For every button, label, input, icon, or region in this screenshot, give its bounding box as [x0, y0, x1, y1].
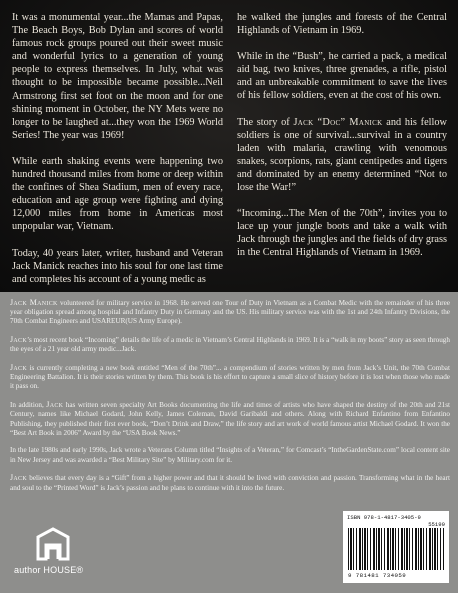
blurb-paragraph [237, 116, 447, 195]
bio-text: ’s most recent book “Incoming” details the life of a medic in Vietnam’s Central Highlands in 1969. It is a “walk in my boots” story as seen through the eyes of a 21 year old army medic...Jack. [10, 336, 450, 354]
blurb-paragraph: Today, 40 years later, writer, husband and Veteran Jack Manick reaches into his soul for one last time and completes his account of a young medic as [12, 247, 223, 285]
author-name: Jack [10, 363, 27, 373]
blurb-paragraph: It was a monumental year...the Mamas and Papas, The Beach Boys, Bob Dylan and scores of world famous rock groups poured out their sweet music and wonderful lyrics to a generation of young people to express themselves. In July, what was thought to be impossible became possible...Neil Armstrong first set foot on the moon and for one shining moment in October, the NY Mets were no longer to be laughed at...they won the 1969 World Series! The year was 1969! [12, 12, 223, 141]
price-code: 55199 [428, 521, 445, 528]
author-name: Jack [46, 400, 64, 410]
barcode-digits: 9 781481 734059 [348, 572, 407, 579]
author-name: Jack [10, 335, 27, 345]
author-name: Jack “Doc” Manick [293, 116, 383, 128]
author-name: Jack [10, 473, 27, 483]
blurb-paragraph: While in the “Bush”, he carried a pack, a medical aid bag, two knives, three grenades, a rifle, pistol and an unbreakable commitment to save the lives of his fellow soldiers, even at the cost of his own. [237, 51, 447, 102]
blurb-text: The story of [237, 116, 294, 128]
blurb-paragraph: While earth shaking events were happening two hundred thousand miles from home or deep within the confines of Shea Stadium, men of every race, education and age group were fighting and dying 12,000 miles from home in Americas most unpopular war, Vietnam. [12, 155, 223, 233]
publisher-logo [14, 527, 92, 577]
bio-paragraph: In the late 1980s and early 1990s, Jack wrote a Veterans Column titled “Insights of a Veteran,” for Comcast’s “IntheGardenState.com” local content site in New Jersey and was awarded a “Best Military Site” by Military.com for it. [10, 446, 450, 464]
isbn-barcode [343, 511, 449, 583]
blurb-text: and his fellow soldiers is one of survival...survival in a country laden with malaria, crawling with venomous snakes, scorpions, rats, giant centipedes and tigers and dominated by an enemy determined “Not to lose the War!” [237, 116, 447, 194]
bio-text: volunteered for military service in 1968. He served one Tour of Duty in Vietnam as a Combat Medic with the remainder of his three year obligation spread among hospital and Infantry Duty in Germany and the US. His military service was with the 1st and 24th Infantry Divisions, the 70th Combat Engineers and USAREUR(US Army Europe). [10, 299, 450, 326]
blurb-left-column [12, 11, 223, 299]
isbn-number: ISBN 978-1-4817-3405-9 [347, 514, 421, 521]
bio-text: is currently completing a new book entitled “Men of the 70th”... a compendium of stories written by men from Jack’s Unit, the 70th Combat Engineering Battalion. It is their stories written by them. This book is his effort to capture a small slice of history before it is lost when those who made it pass on. [10, 364, 450, 391]
bio-paragraph [10, 473, 450, 492]
bio-text: believes that every day is a “Gift” from a higher power and that it should be lived with conviction and passion. Transforming what in the heart and soul to the “Printed Word” is Jack’s passion and he plans to continue with it into the future. [10, 474, 450, 492]
barcode-bars [348, 528, 444, 570]
bio-text: has written seven specialty Art Books documenting the life and times of artists who have shaped the destiny of the 20th and 21st Century, names like Michael Godard, John Kelly, James Coleman, David Garibaldi and others. Along with Richard Enfantino from Enfantino Publishing, they published their first ever book, “Don’t Drink and Draw,” the life story and art work of world famous artist Michael Godard. It won the “Best Art Book in 2006” Award by the “USA Book News.” [10, 401, 450, 437]
authorhouse-logo-icon [36, 527, 70, 561]
bio-text: In addition, [10, 401, 47, 410]
bio-paragraph [10, 363, 450, 392]
blurb-paragraph: “Incoming...The Men of the 70th”, invites you to lace up your jungle boots and take a walk with Jack through the jungles and the fields of dry grass in the Central Highlands of Vietnam in 1969. [237, 208, 447, 259]
blurb-right-column [237, 11, 447, 273]
publisher-name: author HOUSE® [14, 565, 84, 575]
bio-paragraph [10, 400, 450, 438]
author-bio [10, 298, 450, 501]
bio-paragraph [10, 335, 450, 354]
bio-paragraph [10, 298, 450, 327]
back-cover-top-panel [0, 0, 458, 292]
author-name: Jack Manick [10, 298, 58, 307]
blurb-paragraph: he walked the jungles and forests of the Central Highlands of Vietnam in 1969. [237, 12, 447, 37]
